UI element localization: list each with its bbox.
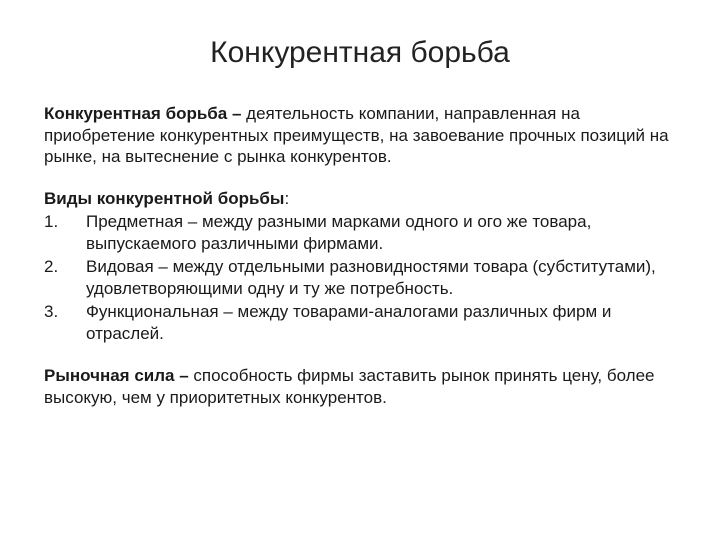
list-item-text: Функциональная – между товарами-аналогами различных фирм и отраслей. <box>86 302 612 343</box>
list-item-text: Видовая – между отдельными разновидностями товара (субститутами), удовлетворяющими одну и ту же потребность. <box>86 257 656 298</box>
list-item-number: 3. <box>44 302 59 321</box>
definition-paragraph <box>44 103 684 168</box>
slide-body <box>44 103 684 408</box>
types-heading-line <box>44 188 684 210</box>
types-list <box>44 211 684 344</box>
market-power-text: способность фирмы заставить рынок принять цену, более высокую, чем у приоритетных конкурентов. <box>44 366 655 407</box>
list-item-text: Предметная – между разными марками одного и ого же товара, выпускаемого различными фирмами. <box>86 212 592 253</box>
page-title: Конкурентная борьба <box>210 36 510 69</box>
definition-term: Конкурентная борьба – <box>44 104 242 123</box>
market-power-paragraph <box>44 365 684 408</box>
list-item-number: 1. <box>44 212 59 231</box>
types-heading-suffix: : <box>284 188 290 208</box>
list-item <box>44 301 684 344</box>
market-power-term: Рыночная сила – <box>44 366 189 385</box>
list-item-number: 2. <box>44 257 59 276</box>
list-item <box>44 211 684 254</box>
definition-text: деятельность компании, направленная на приобретение конкурентных преимуществ, на завоевание прочных позиций на рынке, на вытеснение с рынка конкурентов. <box>44 104 669 166</box>
list-item <box>44 256 684 299</box>
types-heading: Виды конкурентной борьбы <box>44 188 285 208</box>
